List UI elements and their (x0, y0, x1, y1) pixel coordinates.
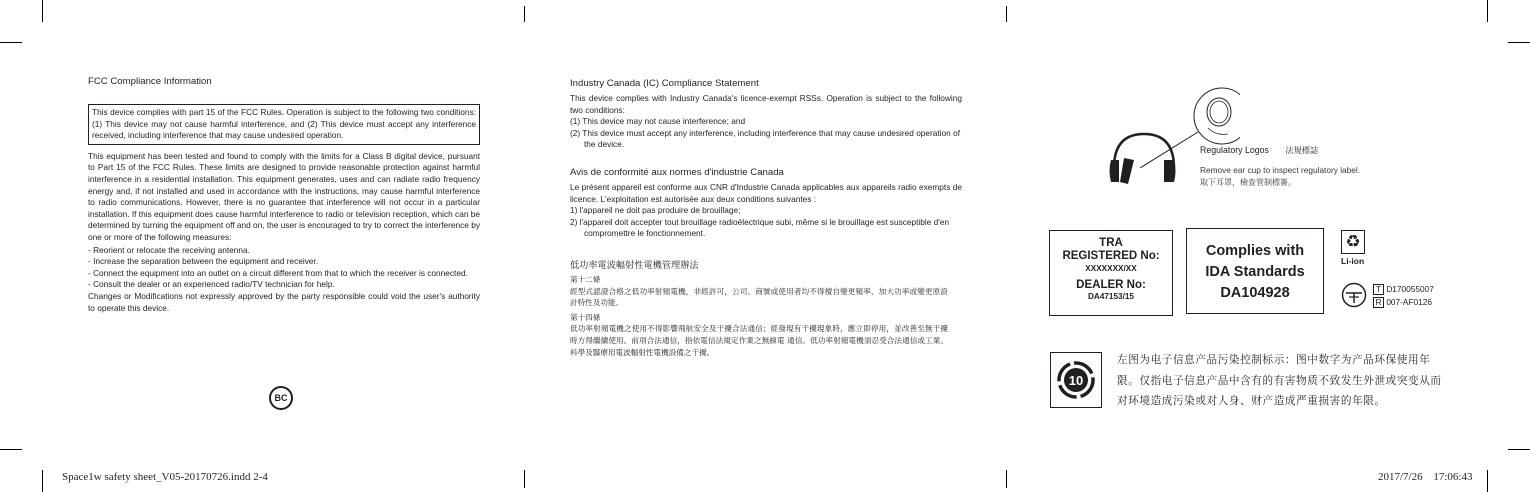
regulatory-label-en: Regulatory Logos (1200, 145, 1269, 155)
ic-title: Industry Canada (IC) Compliance Statement (570, 78, 759, 89)
taiwan-art12: 第十二條 (570, 274, 601, 284)
t-code: D170055007 (1386, 284, 1434, 294)
ida-line2: IDA Standards (1205, 264, 1305, 280)
ic-intro: This device complies with Industry Canada's licence-exempt RSSs. Operation is subject to the following two conditions: (570, 93, 962, 115)
fcc-title: FCC Compliance Information (88, 76, 212, 87)
crop-mark (1487, 0, 1488, 22)
ida-line1: Complies with (1205, 243, 1305, 259)
bc-logo (269, 386, 293, 410)
regulatory-note-zh: 取下耳罩，檢查管制標簽。 (1200, 177, 1296, 187)
left-earcup (1110, 160, 1120, 182)
fcc-measures (88, 245, 480, 291)
taiwan-title: 低功率電波輻射性電機管理辦法 (570, 259, 699, 271)
crop-mark (1508, 449, 1530, 450)
fcc-closing: Changes or Modifications not expressly approved by the party responsible could void the user's authority to operate this device. (88, 290, 480, 313)
battery-label: Li-ion (1341, 256, 1365, 266)
fcc-body: This equipment has been tested and found to comply with the limits for a Class B digital device, pursuant to Part 15 of the FCC Rules. These limits are designed to provide reasonable protection against harmful interference in a residential installation. This equipment generates, uses and can radiate radio frequency energy and, if not installed and used in accordance with the instructions, may cause harmful interference to radio communications. However, there is no guarantee that interference will not occur in a particular installation. If this equipment does cause harmful interference to radio or television reception, which can be determined by turning the equipment off and on, the user is encouraged to try to correct the interference by one or more of the following measures: (88, 150, 480, 242)
crop-mark (42, 470, 43, 492)
avis-intro: Le présent appareil est conforme aux CNR d'Industrie Canada applicables aux appareils radio exempts de licence. L'exploitation est autorisée aux deux conditions suivantes : (570, 181, 962, 204)
tra-registration-label (1049, 230, 1173, 316)
list-item: - Reorient or relocate the receiving antenna. (88, 244, 250, 255)
file-slug: Space1w safety sheet_V05-20170726.indd 2-4 (62, 471, 268, 483)
crop-mark (524, 470, 525, 488)
slug-datetime (1378, 471, 1473, 483)
regulatory-label-zh: 法規標誌 (1285, 145, 1319, 155)
regulatory-labels (1200, 144, 1420, 188)
telepermit-codes (1373, 283, 1434, 308)
crop-mark (1006, 470, 1007, 488)
tra-line5: DA47153/15 (1088, 292, 1134, 301)
crop-mark (524, 6, 525, 22)
right-earcup (1164, 160, 1176, 182)
ic-section (570, 78, 962, 358)
fcc-boxed-text: This device complies with part 15 of the FCC Rules. Operation is subject to the following two conditions: (1) This device may not cause harmful interference, and (2) This device must accept any interference received, including interference that may cause undesired operation. (92, 107, 476, 141)
tra-line1: TRA (1099, 237, 1123, 249)
crop-mark (42, 0, 43, 22)
list-item: 1) l'appareil ne doit pas produire de brouillage; (570, 205, 741, 216)
crop-mark (1508, 42, 1530, 43)
r-letter-box: R (1373, 297, 1384, 308)
crop-mark (1006, 6, 1007, 22)
crop-mark (0, 449, 22, 450)
taiwan-art12-text: 經型式認證合格之低功率射頻電機，非經許可，公司、商號或使用者均不得擅自變更頻率、加大功率或變更原設計特性及功能。 (570, 286, 948, 308)
ic-conditions (570, 116, 962, 151)
bc-mark-text: BC (274, 393, 288, 403)
fcc-boxed-statement (88, 104, 480, 145)
avis-conditions (570, 205, 962, 240)
fcc-section (88, 76, 480, 314)
efup-text: 左图为电子信息产品污染控制标示：图中数字为产品环保使用年限。仅指电子信息产品中含有的有害物质不致发生外泄或突变从而对环境造成污染或对人身、财产造成严重损害的年限。 (1117, 354, 1442, 407)
tra-line4: DEALER No: (1076, 279, 1146, 291)
slug-time: 17:06:43 (1433, 471, 1473, 483)
list-item: - Increase the separation between the equipment and receiver. (88, 256, 319, 267)
crop-mark (1487, 470, 1488, 492)
r-code: 007-AF0126 (1386, 297, 1432, 307)
telepermit-r-row (1373, 296, 1434, 308)
telepermit-icon (1341, 282, 1367, 308)
telepermit-t-row (1373, 283, 1434, 295)
regulatory-title-row (1200, 144, 1420, 156)
list-item: - Connect the equipment into an outlet on a circuit different from that to which the receiver is connected. (88, 267, 468, 278)
efup-logo-box (1050, 352, 1102, 408)
list-item: (2) This device must accept any interference, including interference that may cause undesired operation of the device. (570, 127, 961, 150)
t-letter-box: T (1373, 284, 1384, 295)
ida-line3: DA104928 (1220, 285, 1290, 301)
taiwan-art14: 第十四條 (570, 312, 601, 322)
left-earcup-detached (1120, 158, 1134, 184)
list-item: 2) l'appareil doit accepter tout brouillage radioélectrique subi, même si le brouillage est susceptible d'en compromettre le fonctionnement. (570, 216, 950, 239)
regulatory-note-en: Remove ear cup to inspect regulatory label. (1200, 165, 1361, 175)
battery-recycle-logo (1341, 230, 1373, 270)
taiwan-art14-text: 低功率射頻電機之使用不得影響飛航安全及干擾合法通信；經發現有干擾現象時，應立即停用，並改善至無干擾時方得繼續使用。前項合法通信，指依電信法規定作業之無線電 通信。低功率射頻電機須忍受合法通信或工業、科學及醫療用電波輻射性電機設備之干擾。 (570, 324, 948, 357)
ida-compliance-label (1186, 228, 1324, 314)
magnifier-circle (1194, 88, 1240, 144)
list-item: - Consult the dealer or an experienced radio/TV technician for help. (88, 279, 335, 290)
efup-10-icon (1056, 360, 1096, 400)
crop-mark (0, 42, 22, 43)
avis-title: Avis de conformité aux normes d'industrie Canada (570, 166, 784, 178)
list-item: (1) This device may not cause interference; and (570, 116, 746, 127)
tra-line3: XXXXXXX/XX (1085, 264, 1137, 273)
recycle-icon: ♻ (1341, 230, 1365, 254)
efup-number: 10 (1068, 373, 1084, 388)
slug-date: 2017/7/26 (1378, 471, 1423, 483)
tra-line2: REGISTERED No: (1062, 250, 1160, 262)
